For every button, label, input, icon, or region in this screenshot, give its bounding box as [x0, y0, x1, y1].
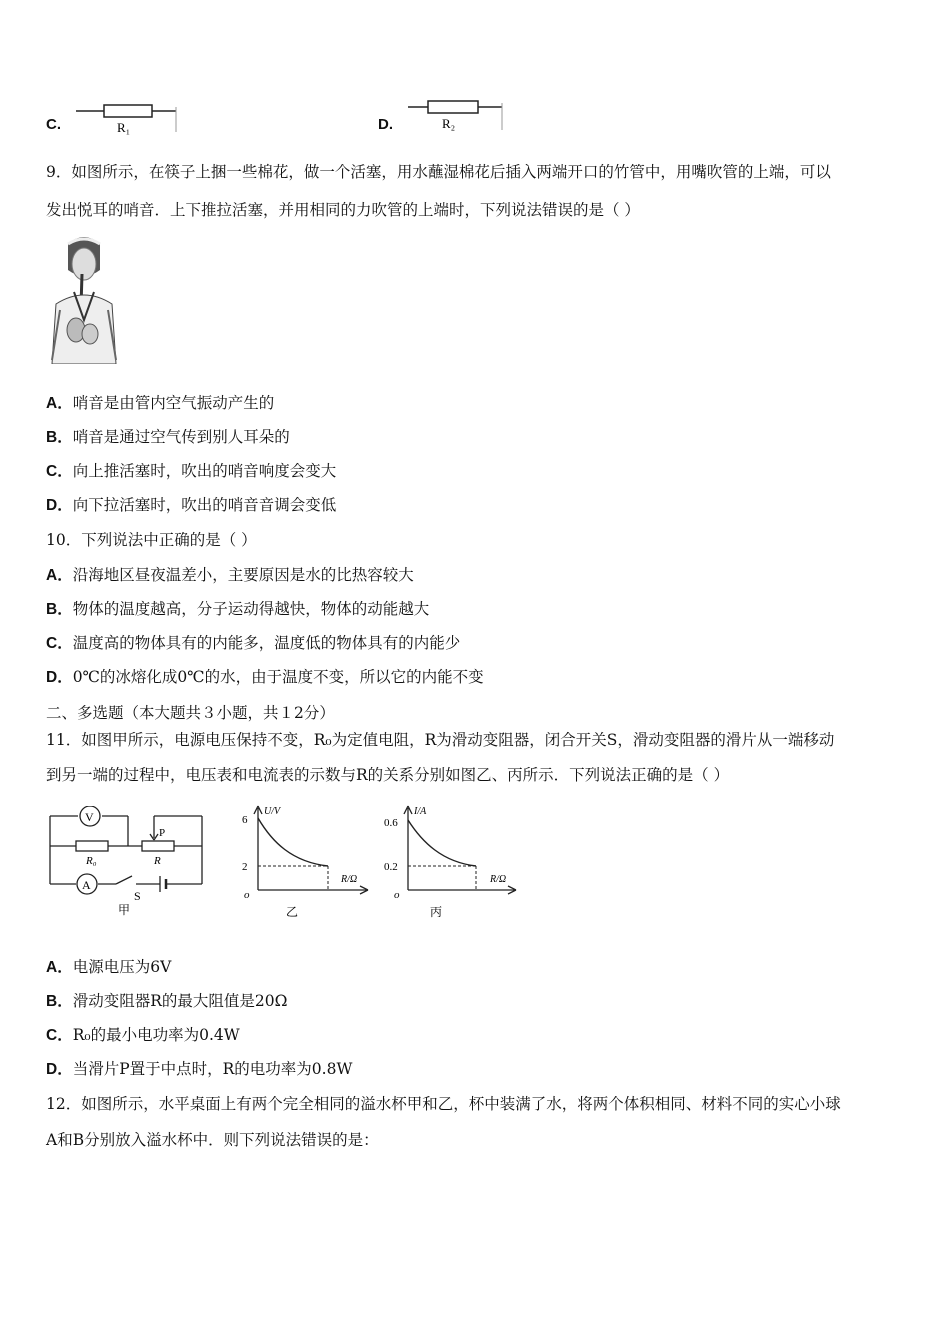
q11-option-d[interactable] — [46, 1059, 352, 1080]
q9-option-b-text: 哨音是通过空气传到别人耳朵的 — [72, 428, 290, 446]
q11-option-b[interactable] — [46, 991, 287, 1012]
q9-option-c-label: C． — [46, 463, 73, 480]
current-graph-ytick-06: 0.6 — [384, 817, 398, 829]
q11-option-a-text: 电源电压为6V — [72, 958, 172, 976]
voltage-graph-origin: o — [244, 889, 250, 901]
q8-option-d-label: D. — [378, 116, 393, 133]
current-graph — [380, 802, 520, 922]
q9-option-c[interactable] — [46, 461, 336, 482]
q11-option-b-text: 滑动变阻器R的最大阻值是20Ω — [72, 992, 288, 1010]
q9-option-c-text: 向上推活塞时，吹出的哨音响度会变大 — [72, 462, 337, 480]
q9-option-a-text: 哨音是由管内空气振动产生的 — [72, 394, 275, 412]
q11-option-a-label: A． — [46, 959, 73, 976]
q10-option-b-label: B． — [46, 601, 73, 618]
r-label: R — [154, 855, 161, 867]
q10-option-a-label: A． — [46, 567, 73, 584]
current-graph-origin: o — [394, 889, 400, 901]
switch-label: S — [134, 889, 141, 903]
q11-option-c-text: R₀的最小电功率为0.4W — [72, 1026, 240, 1044]
voltage-graph-ylabel: U/V — [264, 806, 281, 817]
circuit-caption: 甲 — [118, 903, 131, 917]
q11-option-c[interactable] — [46, 1025, 240, 1046]
q10-option-d-text: 0℃的冰熔化成0℃的水，由于温度不变，所以它的内能不变 — [72, 668, 484, 686]
girl-blowing-whistle-image — [46, 230, 122, 364]
q9-option-d[interactable] — [46, 495, 336, 516]
voltage-graph-caption: 乙 — [286, 905, 299, 919]
q10-stem: 10．下列说法中正确的是（ ） — [46, 531, 257, 549]
q9-stem-line2: 发出悦耳的哨音．上下推拉活塞，并用相同的力吹管的上端时，下列说法错误的是（ ） — [46, 201, 640, 219]
q11-option-d-text: 当滑片P置于中点时，R的电功率为0.8W — [72, 1060, 353, 1078]
q9-option-b[interactable] — [46, 427, 290, 448]
ammeter-label: A — [82, 878, 91, 892]
circuit-diagram — [46, 806, 212, 918]
q9-option-a-label: A． — [46, 395, 73, 412]
voltage-graph — [236, 802, 371, 922]
q11-option-d-label: D． — [46, 1061, 73, 1078]
resistor-r1-label: R₁ — [117, 120, 131, 135]
current-graph-ytick-02: 0.2 — [384, 861, 398, 873]
slider-label: P — [159, 827, 166, 839]
q10-option-b[interactable] — [46, 599, 429, 620]
q9-option-a[interactable] — [46, 393, 274, 414]
q9-option-d-label: D． — [46, 497, 73, 514]
current-curve-line — [408, 820, 476, 866]
q9-option-b-label: B． — [46, 429, 73, 446]
voltage-curve-line — [258, 818, 328, 866]
voltage-graph-ytick-2: 2 — [242, 861, 248, 873]
q9-option-d-text: 向下拉活塞时，吹出的哨音音调会变低 — [72, 496, 337, 514]
section-multi-choice-title: 二、多选题（本大题共３小题，共１2分） — [46, 704, 335, 722]
q10-option-d-label: D． — [46, 669, 73, 686]
q10-option-d[interactable] — [46, 667, 484, 688]
q11-option-a[interactable] — [46, 957, 171, 978]
current-graph-ylabel: I/A — [414, 806, 427, 817]
q12-stem-line2: A和B分别放入溢水杯中．则下列说法错误的是： — [46, 1131, 379, 1149]
q10-option-a-text: 沿海地区昼夜温差小，主要原因是水的比热容较大 — [72, 566, 414, 584]
q11-option-b-label: B． — [46, 993, 73, 1010]
q10-option-c-label: C． — [46, 635, 73, 652]
resistor-r2-label: R₂ — [442, 116, 456, 131]
r0-label: R₀ — [86, 855, 97, 867]
q9-stem-line1: 9．如图所示，在筷子上捆一些棉花，做一个活塞，用水蘸湿棉花后插入两端开口的竹管中，用嘴吹管的上端，可以 — [46, 163, 831, 181]
q10-option-a[interactable] — [46, 565, 414, 586]
q10-option-b-text: 物体的温度越高，分子运动得越快，物体的动能越大 — [72, 600, 430, 618]
resistor-r1-diagram — [74, 102, 184, 136]
q11-stem-line2: 到另一端的过程中，电压表和电流表的示数与R的关系分别如图乙、丙所示．下列说法正确的是（ ） — [46, 766, 730, 784]
q12-stem-line1: 12．如图所示，水平桌面上有两个完全相同的溢水杯甲和乙，杯中装满了水，将两个体积相同、材料不同的实心小球 — [46, 1095, 841, 1113]
q11-option-c-label: C． — [46, 1027, 73, 1044]
voltage-graph-ytick-6: 6 — [242, 814, 248, 826]
current-graph-caption: 丙 — [430, 905, 443, 919]
voltage-graph-xlabel: R/Ω — [341, 874, 358, 885]
voltmeter-label: V — [85, 810, 94, 824]
resistor-r2-diagram — [406, 98, 516, 132]
q8-option-c-label: C. — [46, 116, 61, 133]
q10-option-c[interactable] — [46, 633, 460, 654]
q10-option-c-text: 温度高的物体具有的内能多，温度低的物体具有的内能少 — [72, 634, 461, 652]
current-graph-xlabel: R/Ω — [490, 874, 507, 885]
q11-stem-line1: 11．如图甲所示，电源电压保持不变，R₀为定值电阻，R为滑动变阻器，闭合开关S，滑动变阻器的滑片从一端移动 — [46, 731, 835, 749]
